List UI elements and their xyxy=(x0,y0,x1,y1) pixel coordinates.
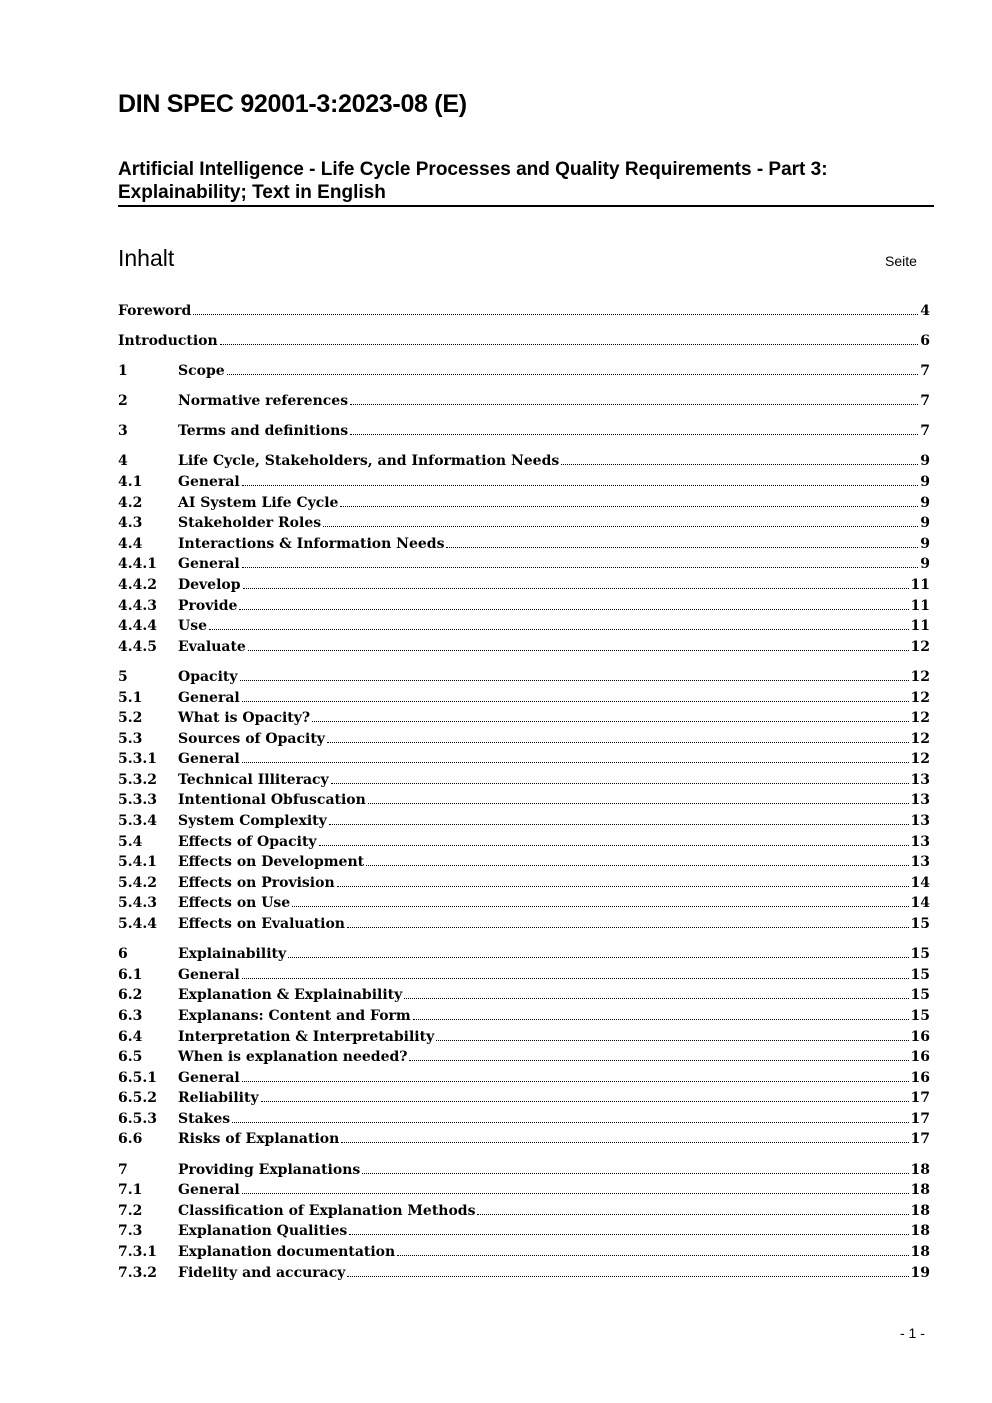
toc-entry-number: 7.3.2 xyxy=(118,1264,157,1281)
toc-entry[interactable] xyxy=(118,893,930,914)
toc-entry[interactable] xyxy=(118,1129,930,1150)
toc-entry[interactable] xyxy=(118,391,930,412)
toc-entry-page: 17 xyxy=(910,1110,930,1127)
toc-entry[interactable] xyxy=(118,1088,930,1109)
toc-entry-number: 4.4.5 xyxy=(118,638,157,655)
toc-entry-page: 9 xyxy=(920,474,930,491)
toc-entry-title: Explanans: Content and Form xyxy=(178,1007,411,1024)
toc-entry-title: Explanation Qualities xyxy=(178,1223,348,1240)
toc-dot-leader xyxy=(240,680,909,681)
toc-entry-number: 5.4.2 xyxy=(118,874,157,891)
toc-entry-title: Sources of Opacity xyxy=(178,730,325,747)
toc-entry[interactable] xyxy=(118,965,930,986)
toc-entry-title: General xyxy=(178,1182,240,1199)
toc-entry-page: 15 xyxy=(910,916,930,933)
toc-entry-number: 5.2 xyxy=(118,710,143,727)
toc-entry[interactable] xyxy=(118,1263,930,1284)
toc-entry-number: 5.3.2 xyxy=(118,771,157,788)
toc-dot-leader xyxy=(242,485,919,486)
toc-dot-leader xyxy=(242,978,909,979)
toc-entry-title: Stakeholder Roles xyxy=(178,515,322,532)
toc-entry-number: 1 xyxy=(118,363,128,380)
toc-entry-title: Effects on Evaluation xyxy=(178,916,345,933)
toc-entry[interactable] xyxy=(118,729,930,750)
toc-entry[interactable] xyxy=(118,301,930,322)
toc-entry-page: 9 xyxy=(920,453,930,470)
toc-entry-page: 9 xyxy=(920,494,930,511)
toc-dot-leader xyxy=(292,906,908,907)
toc-entry-title: Effects on Development xyxy=(178,854,365,871)
toc-entry-page: 6 xyxy=(920,333,930,350)
toc-dot-leader xyxy=(319,845,909,846)
toc-entry-title: Scope xyxy=(178,363,225,380)
toc-entry-title: Reliability xyxy=(178,1090,259,1107)
toc-entry-page: 11 xyxy=(910,597,930,614)
toc-entry-title: Use xyxy=(178,618,207,635)
toc-dot-leader xyxy=(288,957,908,958)
toc-entry-title: Evaluate xyxy=(178,638,246,655)
toc-dot-leader xyxy=(368,803,909,804)
toc-entry[interactable] xyxy=(118,708,930,729)
toc-heading: Inhalt xyxy=(118,245,175,271)
toc-entry-title: General xyxy=(178,474,240,491)
toc-entry-title: Life Cycle, Stakeholders, and Information Needs xyxy=(178,453,560,470)
toc-entry-title: Effects on Use xyxy=(178,895,291,912)
toc-entry-title: When is explanation needed? xyxy=(178,1049,408,1066)
toc-dot-leader xyxy=(331,783,909,784)
toc-entry-page: 12 xyxy=(910,710,930,727)
toc-entry-number: 4.4.1 xyxy=(118,556,157,573)
toc-entry-page: 7 xyxy=(920,423,930,440)
toc-entry-number: 6.1 xyxy=(118,966,143,983)
toc-entry-page: 16 xyxy=(910,1049,930,1066)
toc-entry-number: 7.3.1 xyxy=(118,1243,157,1260)
toc-entry[interactable] xyxy=(118,596,930,617)
toc-dot-leader xyxy=(242,1193,909,1194)
toc-entry-page: 18 xyxy=(910,1202,930,1219)
toc-entry-page: 15 xyxy=(910,987,930,1004)
toc-entry-title: Explainability xyxy=(178,946,287,963)
toc-entry-title: System Complexity xyxy=(178,813,327,830)
toc-entry-number: 6.4 xyxy=(118,1028,143,1045)
toc-dot-leader xyxy=(329,824,909,825)
toc-entry-number: 7.2 xyxy=(118,1202,143,1219)
toc-entry-page: 18 xyxy=(910,1182,930,1199)
toc-dot-leader xyxy=(242,762,909,763)
toc-entry[interactable] xyxy=(118,1109,930,1130)
toc-entry-number: 4.4.3 xyxy=(118,597,157,614)
toc-entry[interactable] xyxy=(118,1160,930,1181)
toc-entry-page: 12 xyxy=(910,751,930,768)
toc-entry-page: 11 xyxy=(910,577,930,594)
toc-entry-page: 12 xyxy=(910,689,930,706)
toc-dot-leader xyxy=(409,1060,908,1061)
toc-entry[interactable] xyxy=(118,770,930,791)
toc-entry[interactable] xyxy=(118,832,930,853)
toc-entry-page: 7 xyxy=(920,393,930,410)
toc-entry-title: Intentional Obfuscation xyxy=(178,792,366,809)
toc-entry[interactable] xyxy=(118,331,930,352)
toc-entry-page: 18 xyxy=(910,1243,930,1260)
toc-entry-number: 5.4.4 xyxy=(118,916,157,933)
toc-entry-title: AI System Life Cycle xyxy=(178,494,339,511)
toc-dot-leader xyxy=(366,865,908,866)
toc-entry-number: 6.3 xyxy=(118,1007,143,1024)
toc-dot-leader xyxy=(436,1040,908,1041)
toc-entry[interactable] xyxy=(118,749,930,770)
toc-dot-leader xyxy=(323,526,918,527)
toc-dot-leader xyxy=(337,886,909,887)
toc-entry[interactable] xyxy=(118,1068,930,1089)
toc-dot-leader xyxy=(477,1214,908,1215)
toc-entry-number: 2 xyxy=(118,393,128,410)
toc-entry-page: 7 xyxy=(920,363,930,380)
toc-entry-page: 13 xyxy=(910,833,930,850)
toc-entry[interactable] xyxy=(118,472,930,493)
toc-dot-leader xyxy=(327,742,909,743)
toc-dot-leader xyxy=(232,1122,908,1123)
toc-entry[interactable] xyxy=(118,985,930,1006)
toc-entry[interactable] xyxy=(118,914,930,935)
toc-dot-leader xyxy=(227,374,919,375)
toc-entry-title: Normative references xyxy=(178,393,349,410)
toc-entry[interactable] xyxy=(118,361,930,382)
toc-dot-leader xyxy=(243,588,909,589)
toc-entry[interactable] xyxy=(118,493,930,514)
toc-entry-page: 13 xyxy=(910,854,930,871)
toc-entry-page: 9 xyxy=(920,535,930,552)
toc-entry-number: 4.1 xyxy=(118,474,143,491)
toc-entry-title: Provide xyxy=(178,597,238,614)
toc-entry-page: 14 xyxy=(910,895,930,912)
toc-entry-title: Classification of Explanation Methods xyxy=(178,1202,476,1219)
toc-entry[interactable] xyxy=(118,534,930,555)
toc-entry[interactable] xyxy=(118,554,930,575)
toc-entry[interactable] xyxy=(118,637,930,658)
toc-entry-number: 6.5.3 xyxy=(118,1110,157,1127)
toc-entry-title: What is Opacity? xyxy=(178,710,311,727)
toc-entry-page: 17 xyxy=(910,1131,930,1148)
toc-entry[interactable] xyxy=(118,1201,930,1222)
toc-entry-title: Interpretation & Interpretability xyxy=(178,1028,435,1045)
toc-entry-title: General xyxy=(178,966,240,983)
toc-page-column-heading: Seite xyxy=(885,253,917,269)
toc-entry[interactable] xyxy=(118,688,930,709)
toc-entry[interactable] xyxy=(118,575,930,596)
toc-entry-number: 6.5.2 xyxy=(118,1090,157,1107)
toc-entry-number: 5.4 xyxy=(118,833,143,850)
toc-entry-title: Technical Illiteracy xyxy=(178,771,329,788)
toc-dot-leader xyxy=(349,1234,908,1235)
toc-entry-number: 5.4.1 xyxy=(118,854,157,871)
toc-entry[interactable] xyxy=(118,873,930,894)
toc-entry-title: Stakes xyxy=(178,1110,231,1127)
toc-entry-page: 17 xyxy=(910,1090,930,1107)
toc-entry-title: Fidelity and accuracy xyxy=(178,1264,346,1281)
toc-entry[interactable] xyxy=(118,1221,930,1242)
page-number: - 1 - xyxy=(900,1325,925,1341)
toc-dot-leader xyxy=(261,1101,909,1102)
toc-entry-number: 3 xyxy=(118,423,128,440)
toc-dot-leader xyxy=(209,629,909,630)
toc-entry-title: Explanation documentation xyxy=(178,1243,396,1260)
toc-dot-leader xyxy=(350,434,918,435)
toc-dot-leader xyxy=(220,344,919,345)
toc-entry[interactable] xyxy=(118,1006,930,1027)
toc-entry-page: 18 xyxy=(910,1161,930,1178)
table-of-contents xyxy=(118,301,930,1283)
toc-entry-title: Develop xyxy=(178,577,241,594)
toc-entry-page: 13 xyxy=(910,771,930,788)
document-title: DIN SPEC 92001-3:2023-08 (E) xyxy=(118,90,467,118)
toc-entry-number: 7.1 xyxy=(118,1182,143,1199)
toc-entry-number: 4.4.2 xyxy=(118,577,157,594)
toc-entry[interactable] xyxy=(118,811,930,832)
toc-entry-number: 5.1 xyxy=(118,689,143,706)
toc-entry-number: 5.3.1 xyxy=(118,751,157,768)
toc-entry-title: General xyxy=(178,556,240,573)
toc-entry-number: 5.3.3 xyxy=(118,792,157,809)
toc-dot-leader xyxy=(248,650,909,651)
toc-dot-leader xyxy=(350,404,918,405)
toc-dot-leader xyxy=(413,1019,909,1020)
toc-entry-page: 18 xyxy=(910,1223,930,1240)
toc-entry-page: 14 xyxy=(910,874,930,891)
toc-entry-number: 5.4.3 xyxy=(118,895,157,912)
toc-entry-page: 19 xyxy=(910,1264,930,1281)
toc-entry-title: Risks of Explanation xyxy=(178,1131,340,1148)
toc-entry[interactable] xyxy=(118,790,930,811)
toc-entry-number: 6.5 xyxy=(118,1049,143,1066)
toc-entry[interactable] xyxy=(118,513,930,534)
toc-dot-leader xyxy=(404,998,908,999)
toc-entry-number: 7 xyxy=(118,1161,128,1178)
toc-entry[interactable] xyxy=(118,1242,930,1263)
toc-entry-page: 9 xyxy=(920,556,930,573)
toc-entry-title: General xyxy=(178,1069,240,1086)
toc-entry-title: Interactions & Information Needs xyxy=(178,535,445,552)
toc-entry[interactable] xyxy=(118,667,930,688)
toc-entry[interactable] xyxy=(118,1180,930,1201)
toc-entry-title: Terms and definitions xyxy=(178,423,349,440)
toc-entry-number: 5.3.4 xyxy=(118,813,157,830)
toc-entry-number: 5 xyxy=(118,668,128,685)
toc-entry-title: Effects of Opacity xyxy=(178,833,317,850)
toc-dot-leader xyxy=(239,609,908,610)
toc-entry-number: 4.4.4 xyxy=(118,618,157,635)
document-subtitle: Artificial Intelligence - Life Cycle Processes and Quality Requirements - Part 3: Explainability; Text in English xyxy=(118,159,828,203)
toc-entry-page: 13 xyxy=(910,813,930,830)
toc-entry[interactable] xyxy=(118,451,930,472)
toc-entry[interactable] xyxy=(118,1047,930,1068)
toc-entry-number: 4.2 xyxy=(118,494,143,511)
toc-dot-leader xyxy=(341,1142,908,1143)
toc-dot-leader xyxy=(362,1173,908,1174)
toc-dot-leader xyxy=(561,464,918,465)
toc-entry[interactable] xyxy=(118,852,930,873)
toc-entry-page: 12 xyxy=(910,668,930,685)
toc-entry-number: 6 xyxy=(118,946,128,963)
toc-dot-leader xyxy=(347,1276,908,1277)
toc-entry-number: 7.3 xyxy=(118,1223,143,1240)
toc-entry-page: 15 xyxy=(910,1007,930,1024)
toc-entry-page: 13 xyxy=(910,792,930,809)
title-divider xyxy=(118,205,934,207)
toc-dot-leader xyxy=(340,506,918,507)
toc-dot-leader xyxy=(242,567,919,568)
toc-entry[interactable] xyxy=(118,1027,930,1048)
toc-entry-page: 15 xyxy=(910,946,930,963)
toc-entry-title: Foreword xyxy=(118,303,192,319)
toc-entry-title: General xyxy=(178,751,240,768)
toc-entry-page: 11 xyxy=(910,618,930,635)
toc-entry-number: 4.3 xyxy=(118,515,143,532)
toc-entry-page: 15 xyxy=(910,966,930,983)
toc-entry[interactable] xyxy=(118,944,930,965)
toc-entry-title: Explanation & Explainability xyxy=(178,987,403,1004)
toc-entry-number: 6.2 xyxy=(118,987,143,1004)
toc-entry-number: 6.6 xyxy=(118,1131,143,1148)
toc-entry-title: Providing Explanations xyxy=(178,1161,361,1178)
toc-entry-number: 4.4 xyxy=(118,535,143,552)
toc-entry-number: 6.5.1 xyxy=(118,1069,157,1086)
toc-entry-page: 12 xyxy=(910,730,930,747)
toc-dot-leader xyxy=(242,701,909,702)
toc-entry-page: 12 xyxy=(910,638,930,655)
toc-entry-title: Effects on Provision xyxy=(178,874,335,891)
toc-entry[interactable] xyxy=(118,616,930,637)
toc-entry-title: Opacity xyxy=(178,668,238,685)
toc-dot-leader xyxy=(347,927,909,928)
toc-dot-leader xyxy=(193,314,918,315)
toc-dot-leader xyxy=(397,1255,908,1256)
toc-entry[interactable] xyxy=(118,421,930,442)
toc-entry-number: 4 xyxy=(118,453,128,470)
toc-entry-page: 16 xyxy=(910,1028,930,1045)
toc-entry-page: 9 xyxy=(920,515,930,532)
toc-dot-leader xyxy=(446,547,918,548)
toc-dot-leader xyxy=(312,721,908,722)
toc-entry-title: Introduction xyxy=(118,333,218,350)
toc-entry-title: General xyxy=(178,689,240,706)
toc-entry-page: 4 xyxy=(920,303,930,319)
toc-dot-leader xyxy=(242,1081,909,1082)
toc-entry-number: 5.3 xyxy=(118,730,143,747)
toc-entry-page: 16 xyxy=(910,1069,930,1086)
